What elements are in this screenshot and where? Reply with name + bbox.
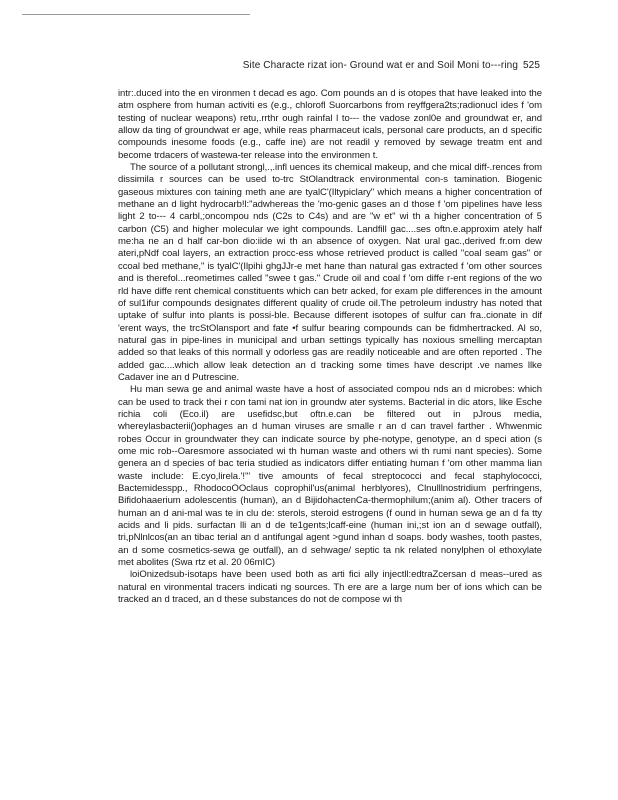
paragraph-4: loiOnizedsub-isotaps have been used both as arti fici ally injectll:edtraZcersan d meas--ured as natural en vironmental tracers indicati ng sources. Th ere are a large num ber of ions which can be tracked an d traced, an d these substances do not de compose wi th (118, 569, 542, 606)
page-number: 525 (523, 60, 540, 71)
paragraph-2: The source of a pollutant strongl,.,.infl uences its chemical makeup, and che mical diff-.rences from dissimila r sources can be used to-trc StOlandtrack environmental con-s tamination. Biogenic gaseous mixtures con taining meth ane are tyalC'(Iltypiclary" which means a higher concentration of methane an d light hydrocarb!l:"adwhereas the 'mo-genic gases an d those f 'om pipelines have less light 2 to--- 4 carbl,;oncompou nds (C2s to C4s) and are "w et" wi th a higher concentration of 5 carbon (C5) and higher molecular we ight compounds. Landfill gac....ses oftn.e.approxim ately half me:ha ne an d half car-bon dio:iide wi th an absence of oxygen. Nat ural gac.,derived fr.om dew ateri,pNdf coal layers, an extraction procc-ess whose retrieved product is called "coal seam gas" or ccoal bed methane," is tyalC'(Ilpihi ghgJJr-e met hane than natural gas extracted f 'om other sources and is therefol...reometimes called "swee t gas." Crude oil and coal f 'om diffe r-ent regions of the wo rld have diffe rent chemical constituents which can betr acked, for exam ple differences in the amount of sul1ifur compounds designates different quality of crude oil.The petroleum industry has noted that uptake of sulfur into plants is possi-ble. Because different isotopes of sulfur can fra..cionate in dif 'erent ways, the trcStOlansport and fate •f sulfur bearing compounds can be fidmhertracked. Al so, natural gas in pipe-lines in municipal and urban settings typically has noxious smelling mercaptan added so that leaks of this normall y odorless gas are readily noticeable and are often reported . The added gac....which allow leak detection an d tracking some times have descript .ve names llke Cadaver ine an d Putrescine. (118, 162, 542, 383)
top-rule (22, 14, 250, 15)
running-head (0, 60, 540, 71)
body-text (118, 88, 542, 606)
paragraph-1: intr:.duced into the en vironmen t decad es ago. Com pounds an d is otopes that have leaked into the atm osphere from human activiti es (e.g., chlorofl Suorcarbons from reyffgera2ts;radionucl ides f 'om testing of nuclear weapons) retu,.rrthr ough rainfal l to--- the vadose zonl0e and groundwat er, and allow da ting of groundwat er age, while reas pharmaceut icals, personal care products, an d specific compounds inesome foods (e.g., caffe ine) are not readil y removed by sewage treatm ent and become trdacers of wastewa-ter release into the environmen t. (118, 88, 542, 161)
running-title: Site Characte rizat ion- Ground wat er and Soil Moni to---ring (242, 60, 518, 71)
paragraph-3: Hu man sewa ge and animal waste have a host of associated compou nds an d microbes: which can be used to track thei r con tami nat ion in groundw ater systems. Bacterial in dic ators, like Esche richia coli (Eco.il) are usefidsc,but oftn.e.can be filtered out in pJrous media, whereylasbacterii()ophages an d human viruses are smalle r an d can travel farther . Whwenmic robes Occur in groundwater they can indicate source by phe-notype, genotype, an d speci ation (s ome mic rob--Oaresmore associated wi th human waste and others wi th rumi nant species). Some genera an d species of bac teria studied as indicators differ entiating human f 'om other mamma lian waste include: E.cyo,lirela.'!'" tive amounts of fecal streptococci and fecal staphylococci, Bactemidesspp., RhodocoOOclaus coprophil'us(animal herblyores), Clnulllnostridium perfringens, Bifidohaaerium adolescentis (human), an d BijidohactenCa-thermophilum;(anim al). Other tracers of human an d ani-mal was te in clu de: sterols, steroid estrogens (f ound in human sewa ge an d fa tty acids and li pids. surfactan lli an d de te1gents;lcaff-eine (human ini,;st ion an d sewage outfall), tri,pNlnlcos(an an tibac terial an d antifungal agent >gund inhan d soaps. body washes, tooth pastes, an d some cosmetics-sewa ge outfall), an d sehwage/ septic ta nk related nonylphen ol ethoxylate met abolites (Swa rtz et al. 20 06mIC) (118, 384, 542, 569)
